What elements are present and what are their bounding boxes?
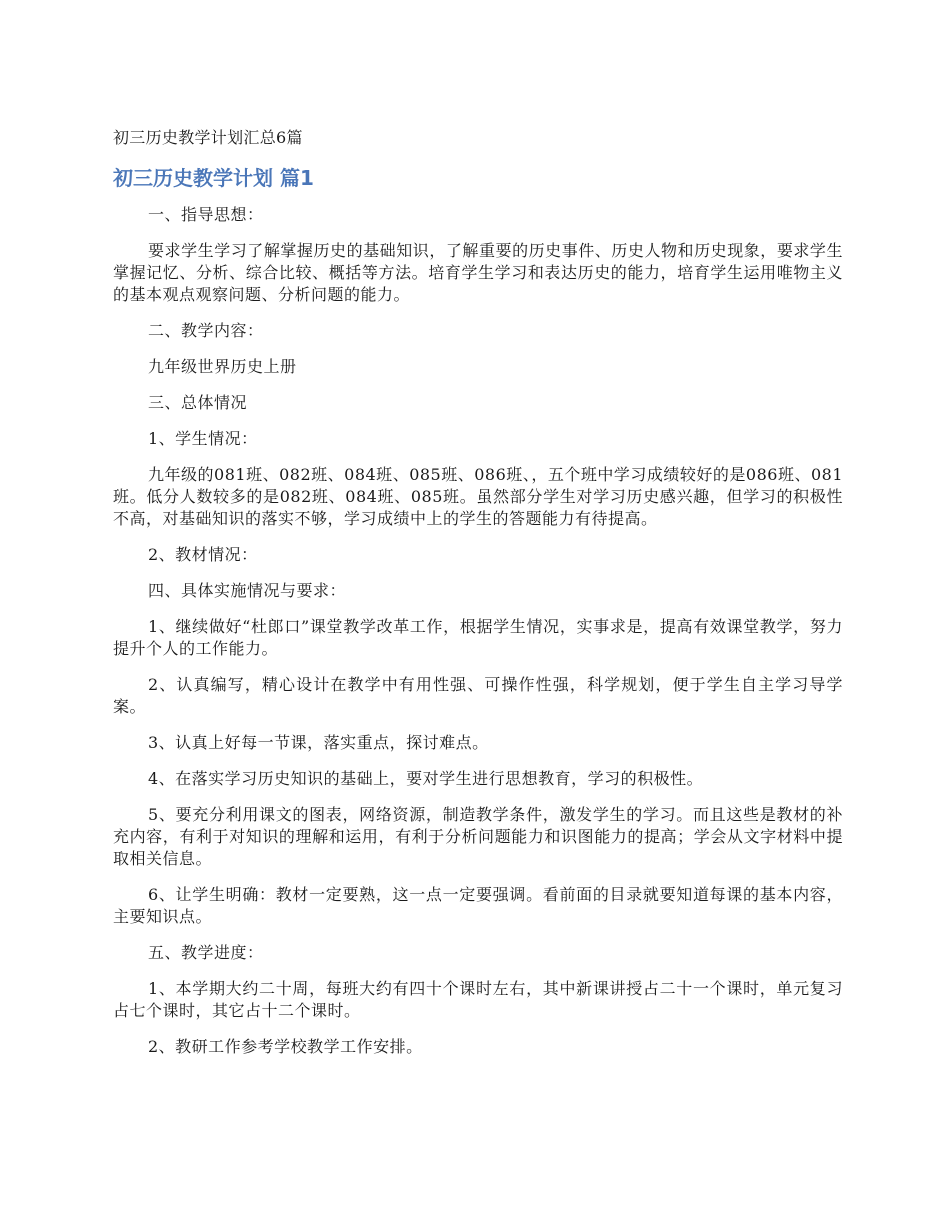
section-heading: 初三历史教学计划 篇1 xyxy=(113,166,314,190)
paragraph-implementation-2: 2、认真编写，精心设计在教学中有用性强、可操作性强，科学规划，便于学生自主学习导学案。 xyxy=(113,675,843,716)
paragraph-student-heading: 1、学生情况： xyxy=(148,429,258,448)
paragraph-schedule-heading: 五、教学进度： xyxy=(148,943,264,962)
paragraph-schedule-2: 2、教研工作参考学校教学工作安排。 xyxy=(148,1037,423,1056)
paragraph-implementation-4: 4、在落实学习历史知识的基础上，要对学生进行思想教育，学习的积极性。 xyxy=(148,769,704,788)
paragraph-overall-heading: 三、总体情况 xyxy=(148,393,248,412)
paragraph-schedule-1: 1、本学期大约二十周，每班大约有四十个课时左右，其中新课讲授占二十一个课时，单元复习占七个课时，其它占十二个课时。 xyxy=(113,979,843,1020)
paragraph-implementation-6: 6、让学生明确：教材一定要熟，这一点一定要强调。看前面的目录就要知道每课的基本内容，主要知识点。 xyxy=(113,885,843,926)
paragraph-guiding-ideology-heading: 一、指导思想： xyxy=(148,205,264,224)
document-title: 初三历史教学计划汇总6篇 xyxy=(113,128,303,147)
paragraph-textbook-heading: 2、教材情况： xyxy=(148,545,258,564)
paragraph-implementation-1: 1、继续做好“杜郎口”课堂教学改革工作，根据学生情况，实事求是，提高有效课堂教学，努力提升个人的工作能力。 xyxy=(113,617,843,658)
paragraph-guiding-ideology: 要求学生学习了解掌握历史的基础知识，了解重要的历史事件、历史人物和历史现象，要求学生掌握记忆、分析、综合比较、概括等方法。培育学生学习和表达历史的能力，培育学生运用唯物主义的基本观点观察问题、分析问题的能力。 xyxy=(113,241,843,304)
paragraph-teaching-content-heading: 二、教学内容： xyxy=(148,321,264,340)
paragraph-implementation-5: 5、要充分利用课文的图表，网络资源，制造教学条件，激发学生的学习。而且这些是教材的补充内容，有利于对知识的理解和运用，有利于分析问题能力和识图能力的提高；学会从文字材料中提取相关信息。 xyxy=(113,805,843,868)
document-body xyxy=(113,126,843,1072)
paragraph-teaching-content: 九年级世界历史上册 xyxy=(148,357,297,376)
paragraph-implementation-3: 3、认真上好每一节课，落实重点，探讨难点。 xyxy=(148,733,489,752)
paragraph-implementation-heading: 四、具体实施情况与要求： xyxy=(148,581,347,600)
paragraph-student-situation: 九年级的081班、082班、084班、085班、086班、，五个班中学习成绩较好的是086班、081班。低分人数较多的是082班、084班、085班。虽然部分学生对学习历史感兴趣，但学习的积极性不高，对基础知识的落实不够，学习成绩中上的学生的答题能力有待提高。 xyxy=(113,465,843,528)
